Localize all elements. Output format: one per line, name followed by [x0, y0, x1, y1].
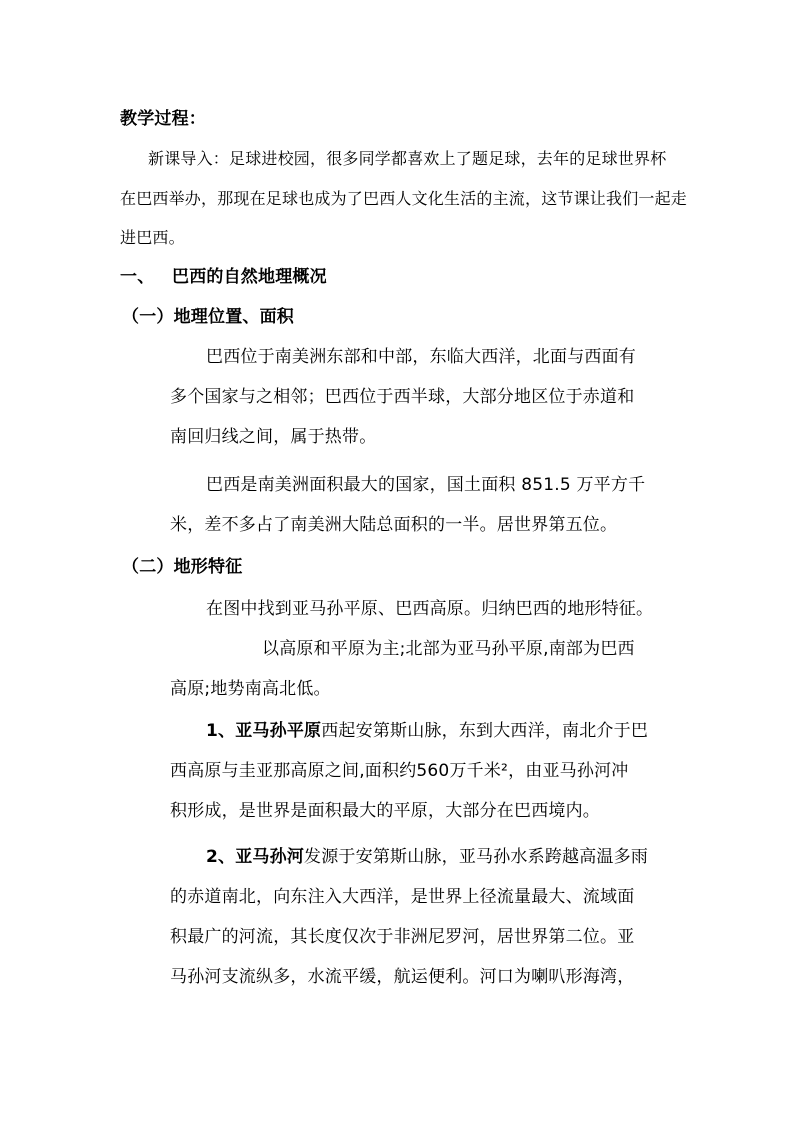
item1-text: 西起安第斯山脉，东到大西洋，南北介于巴 [321, 721, 649, 741]
item1-label: 1、亚马孙平原 [206, 721, 322, 741]
section-title: 巴西的自然地理概况 [172, 267, 327, 287]
intro-line-1: 新课导入：足球进校园，很多同学都喜欢上了题足球，去年的足球世界杯 [148, 149, 667, 168]
item2-first-line [206, 846, 648, 868]
terrain-task: 在图中找到亚马孙平原、巴西高原。归纳巴西的地形特征。 [206, 599, 654, 619]
item2-line-4: 马孙河支流纵多，水流平缓，航运便利。河口为喇叭形海湾， [170, 967, 635, 987]
location-para-line-1: 巴西位于南美洲东部和中部，东临大西洋，北面与西面有 [206, 347, 636, 367]
page-title: 教学过程： [120, 109, 206, 129]
terrain-summary-line-1: 以高原和平原为主;北部为亚马孙平原,南部为巴西 [262, 639, 635, 659]
item2-text: 发源于安第斯山脉，亚马孙水系跨越高温多雨 [304, 847, 649, 867]
item2-line-3: 积最广的河流，其长度仅次于非洲尼罗河，居世界第二位。亚 [170, 927, 635, 947]
item1-line-3: 积形成，是世界是面积最大的平原，大部分在巴西境内。 [170, 801, 600, 821]
item2-label: 2、亚马孙河 [206, 847, 305, 867]
location-para-line-3: 南回归线之间，属于热带。 [170, 427, 377, 447]
terrain-summary-line-2: 高原;地势南高北低。 [170, 679, 331, 699]
item2-line-2: 的赤道南北，向东注入大西洋，是世界上径流量最大、流域面 [170, 887, 635, 907]
subsection-title-location: （一）地理位置、面积 [122, 307, 294, 327]
intro-line-2: 在巴西举办，那现在足球也成为了巴西人文化生活的主流，这节课让我们一起走 [120, 189, 688, 208]
area-para-line-1: 巴西是南美洲面积最大的国家，国土面积 851.5 万平方千 [206, 475, 646, 495]
item1-line-2: 西高原与圭亚那高原之间,面积约560万千米²，由亚马孙河冲 [170, 761, 629, 781]
subsection-title-terrain: （二）地形特征 [122, 557, 243, 577]
item1-first-line [206, 720, 648, 742]
area-para-line-2: 米，差不多占了南美洲大陆总面积的一半。居世界第五位。 [170, 515, 618, 535]
section-number: 一、 [120, 267, 155, 287]
intro-line-3: 进巴西。 [120, 228, 185, 247]
location-para-line-2: 多个国家与之相邻；巴西位于西半球，大部分地区位于赤道和 [170, 387, 635, 407]
